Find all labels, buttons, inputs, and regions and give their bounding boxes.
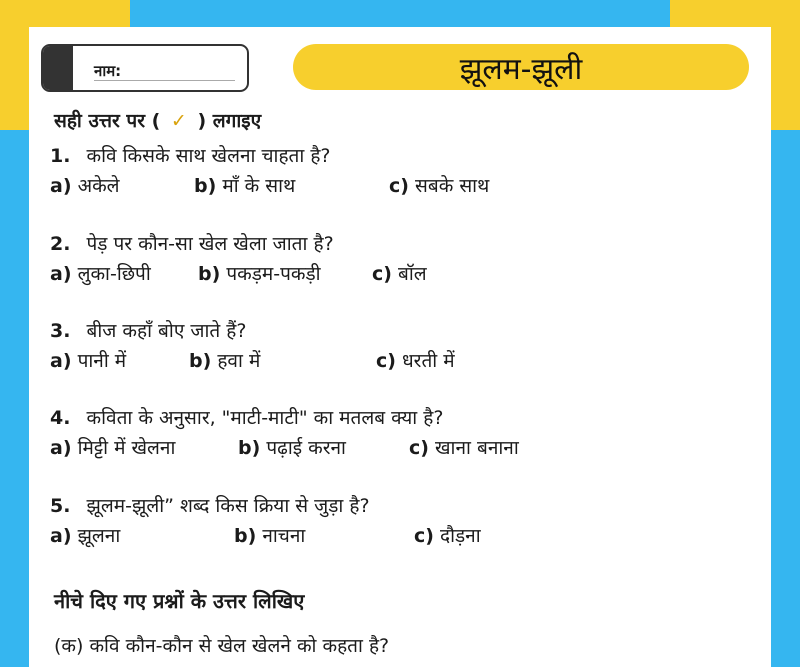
option-letter: b): [198, 263, 221, 285]
question-4: [50, 404, 443, 430]
option-b[interactable]: [198, 260, 321, 286]
option-letter: c): [409, 437, 429, 459]
question-1: [50, 142, 331, 168]
name-tab: [43, 46, 73, 90]
question-text: झूलम-झूली” शब्द किस क्रिया से जुड़ा है?: [86, 495, 370, 517]
option-text: खाना बनाना: [435, 437, 519, 459]
question-ka: (क) कवि कौन-कौन से खेल खेलने को कहता है?: [54, 635, 390, 657]
option-c[interactable]: [389, 172, 489, 198]
question-number: 4.: [50, 407, 71, 429]
instruction-after: ) लगाइए: [197, 110, 262, 132]
title-banner: [293, 44, 749, 90]
worksheet: [29, 27, 771, 667]
option-c[interactable]: [372, 260, 427, 286]
option-b[interactable]: [189, 347, 260, 373]
instruction: [54, 107, 261, 133]
option-letter: b): [189, 350, 212, 372]
option-letter: b): [234, 525, 257, 547]
option-letter: a): [50, 350, 72, 372]
option-text: पानी में: [77, 350, 127, 372]
question-number: 2.: [50, 233, 71, 255]
option-text: धरती में: [402, 350, 455, 372]
worksheet-title: झूलम-झूली: [459, 51, 583, 87]
question-number: 1.: [50, 145, 71, 167]
option-letter: b): [238, 437, 261, 459]
option-letter: c): [372, 263, 392, 285]
name-box: [41, 44, 249, 92]
option-text: झूलना: [77, 525, 121, 547]
option-letter: c): [376, 350, 396, 372]
option-letter: b): [194, 175, 217, 197]
option-text: नाचना: [262, 525, 306, 547]
option-letter: c): [389, 175, 409, 197]
question-5: [50, 492, 370, 518]
question-text: कविता के अनुसार, "माटी-माटी" का मतलब क्या है?: [86, 407, 444, 429]
option-a[interactable]: [50, 434, 175, 460]
option-letter: a): [50, 263, 72, 285]
option-text: बॉल: [398, 263, 427, 285]
option-letter: a): [50, 175, 72, 197]
option-text: पढ़ाई करना: [266, 437, 346, 459]
option-a[interactable]: [50, 260, 151, 286]
option-letter: c): [414, 525, 434, 547]
option-text: अकेले: [77, 175, 120, 197]
section-heading: नीचे दिए गए प्रश्नों के उत्तर लिखिए: [54, 589, 305, 613]
question-number: 5.: [50, 495, 71, 517]
option-text: हवा में: [217, 350, 261, 372]
option-text: माँ के साथ: [222, 175, 296, 197]
question-number: 3.: [50, 320, 71, 342]
option-letter: a): [50, 525, 72, 547]
name-label: नाम:: [94, 62, 122, 80]
option-letter: a): [50, 437, 72, 459]
question-2: [50, 230, 334, 256]
option-text: सबके साथ: [415, 175, 490, 197]
option-b[interactable]: [238, 434, 346, 460]
option-c[interactable]: [414, 522, 481, 548]
option-text: लुका-छिपी: [77, 263, 151, 285]
question-text: बीज कहाँ बोए जाते हैं?: [86, 320, 247, 342]
option-text: मिट्टी में खेलना: [77, 437, 176, 459]
question-text: कवि किसके साथ खेलना चाहता है?: [86, 145, 331, 167]
question-text: पेड़ पर कौन-सा खेल खेला जाता है?: [86, 233, 334, 255]
option-a[interactable]: [50, 172, 120, 198]
check-icon: ✓: [170, 110, 187, 132]
option-text: पकड़म-पकड़ी: [226, 263, 321, 285]
option-a[interactable]: [50, 522, 120, 548]
option-text: दौड़ना: [440, 525, 481, 547]
option-b[interactable]: [234, 522, 305, 548]
question-3: [50, 317, 246, 343]
option-a[interactable]: [50, 347, 126, 373]
name-line: [94, 80, 235, 81]
instruction-before: सही उत्तर पर (: [54, 110, 161, 132]
option-c[interactable]: [409, 434, 519, 460]
option-c[interactable]: [376, 347, 455, 373]
option-b[interactable]: [194, 172, 295, 198]
